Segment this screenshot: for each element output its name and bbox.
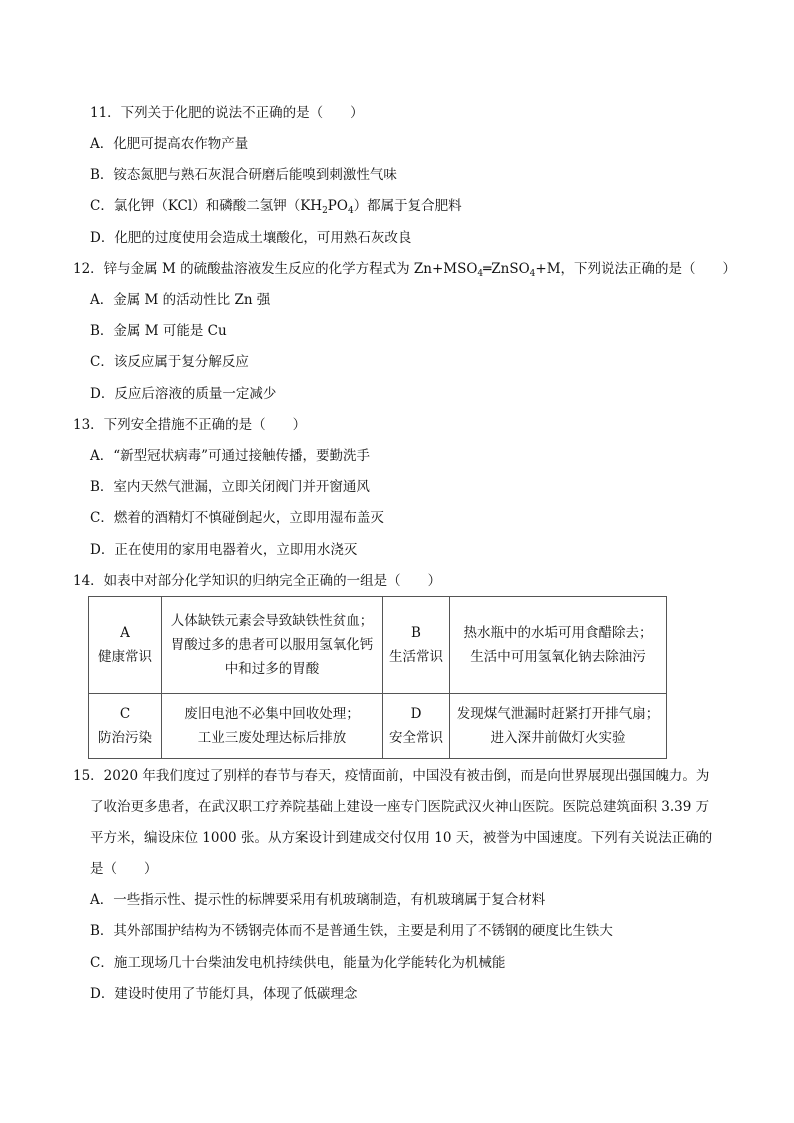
q15-stem-line-1: 15．2020 年我们度过了别样的春节与春天，疫情面前，中国没有被击倒，而是向世界展现出强国魄力。为 [73, 768, 710, 784]
q11-option-b: B．铵态氮肥与熟石灰混合研磨后能嗅到刺激性气味 [90, 167, 397, 183]
q12-option-a: A．金属 M 的活动性比 Zn 强 [90, 292, 271, 308]
table-row [89, 597, 667, 694]
table-cell-c-content: 废旧电池不必集中回收处理； 工业三废处理达标后排放 [162, 694, 383, 759]
table-cell-c-label: C 防治污染 [89, 694, 162, 759]
q11-option-d: D．化肥的过度使用会造成土壤酸化，可用熟石灰改良 [90, 230, 412, 246]
q15-option-a: A．一些指示性、提示性的标牌要采用有机玻璃制造，有机玻璃属于复合材料 [90, 892, 546, 908]
table-row [89, 694, 667, 759]
q15-stem-line-3: 平方米，编设床位 1000 张。从方案设计到建成交付仅用 10 天，被誉为中国速度。下列有关说法正确的 [90, 830, 713, 846]
q12-option-b: B．金属 M 可能是 Cu [90, 323, 227, 339]
q11-option-a: A．化肥可提高农作物产量 [90, 136, 249, 152]
q11-stem: 11．下列关于化肥的说法不正确的是（ ） [90, 105, 364, 121]
q15-stem-line-2: 了收治更多患者，在武汉职工疗养院基础上建设一座专门医院武汉火神山医院。医院总建筑面积 3.39 万 [90, 799, 710, 815]
q12-option-d: D．反应后溶液的质量一定减少 [90, 386, 277, 402]
q15-option-d: D．建设时使用了节能灯具，体现了低碳理念 [90, 986, 358, 1002]
q13-option-b: B．室内天然气泄漏，立即关闭阀门并开窗通风 [90, 479, 370, 495]
q15-option-c: C．施工现场几十台柴油发电机持续供电，能量为化学能转化为机械能 [90, 955, 506, 971]
table-cell-d-content: 发现煤气泄漏时赶紧打开排气扇； 进入深井前做灯火实验 [450, 694, 667, 759]
q15-stem-line-4: 是（ ） [90, 861, 158, 877]
q11-option-c: C．氯化钾（KCl）和磷酸二氢钾$(KH_2PO_4)$都属于复合肥料 [90, 198, 462, 216]
q14-stem: 14．如表中对部分化学知识的归纳完全正确的一组是（ ） [73, 573, 442, 589]
q13-option-c: C．燃着的酒精灯不慎碰倒起火，立即用湿布盖灭 [90, 510, 384, 526]
q15-option-b: B．其外部围护结构为不锈钢壳体而不是普通生铁，主要是利用了不锈钢的硬度比生铁大 [90, 923, 613, 939]
q13-stem: 13．下列安全措施不正确的是（ ） [73, 417, 307, 433]
table-cell-b-content: 热水瓶中的水垢可用食醋除去； 生活中可用氢氧化钠去除油污 [450, 597, 667, 694]
knowledge-table [88, 596, 667, 759]
table-cell-d-label: D 安全常识 [383, 694, 450, 759]
table-cell-a-label: A 健康常识 [89, 597, 162, 694]
q13-option-a: A．“新型冠状病毒”可通过接触传播，要勤洗手 [90, 448, 371, 464]
q12-stem: 12．锌与金属 M 的硫酸盐溶液发生反应的化学方程式为 $Zn+MSO_4═ZnSO_4+M$，下列说法正确的是（ ） [73, 261, 737, 279]
table-cell-a-content: 人体缺铁元素会导致缺铁性贫血； 胃酸过多的患者可以服用氢氧化钙 中和过多的胃酸 [162, 597, 383, 694]
q13-option-d: D．正在使用的家用电器着火，立即用水浇灭 [90, 542, 358, 558]
q12-option-c: C．该反应属于复分解反应 [90, 354, 249, 370]
table-cell-b-label: B 生活常识 [383, 597, 450, 694]
